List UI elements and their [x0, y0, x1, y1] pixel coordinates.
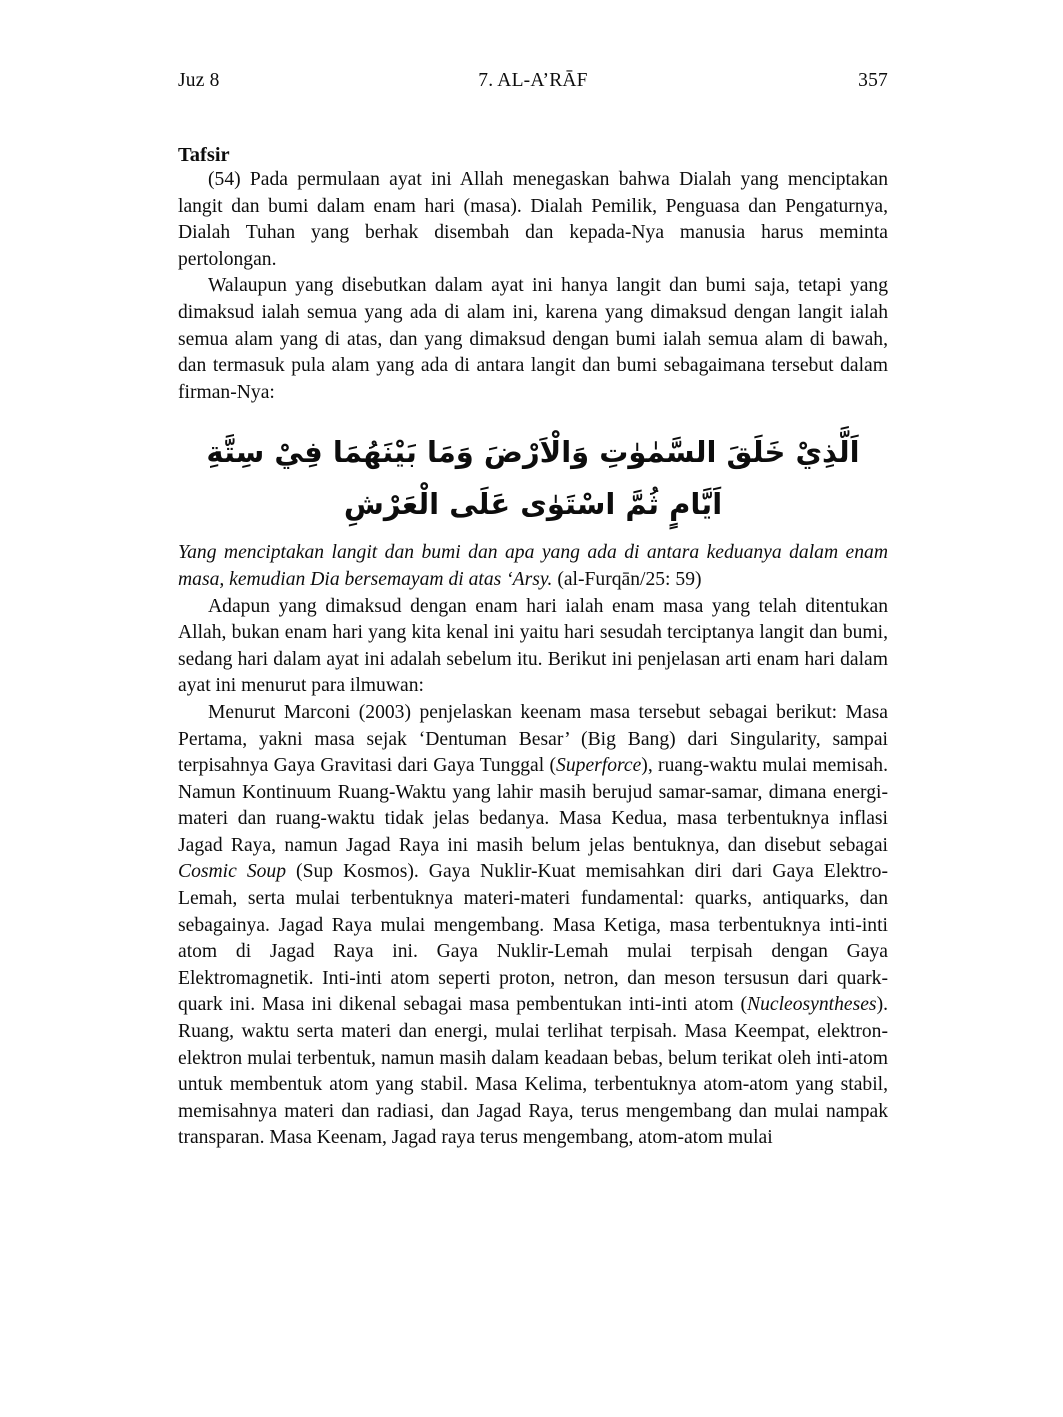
paragraph-marconi [178, 700, 888, 1152]
paragraph-ayat-54: (54) Pada permulaan ayat ini Allah menegaskan bahwa Dialah yang menciptakan langit dan bumi dalam enam hari (masa). Dialah Pemilik, Penguasa dan Pengaturnya, Dialah Tuhan yang berhak disembah dan kepada-Nya manusia harus meminta pertolongan. [178, 169, 888, 270]
marconi-seg4: ). Ruang, waktu serta materi dan energi, mulai terlihat terpisah. Masa Keempat, elektron-elektron mulai terbentuk, namun masih dalam keadaan bebas, belum terikat oleh inti-atom untuk membentuk atom yang stabil. Masa Kelima, terbentuknya atom-atom yang stabil, memisahnya materi dan radiasi, dan Jagad Raya, terus mengembang dan mulai nampak transparan. Masa Keenam, Jagad raya terus mengembang, atom-atom mulai [178, 994, 888, 1149]
running-header [178, 70, 888, 92]
section-heading-tafsir: Tafsir [178, 144, 230, 166]
paragraph-walaupun: Walaupun yang disebutkan dalam ayat ini hanya langit dan bumi saja, tetapi yang dimaksud ialah semua yang ada di alam ini, karena yang dimaksud dengan langit ialah semua alam yang di atas, dan yang dimaksud dengan bumi ialah semua alam di bawah, dan termasuk pula alam yang ada di antara langit dan bumi sebagaimana tersebut dalam firman-Nya: [178, 275, 888, 403]
marconi-italic-superforce: Superforce [556, 755, 642, 777]
header-page-number: 357 [858, 70, 888, 91]
verse-translation [178, 540, 888, 593]
translation-text: Yang menciptakan langit dan bumi dan apa yang ada di antara keduanya dalam enam masa, kemudian Dia bersemayam di atas ‘Arsy. [178, 542, 888, 590]
header-juz-label: Juz 8 [178, 70, 220, 91]
paragraph-adapun: Adapun yang dimaksud dengan enam hari ialah enam masa yang telah ditentukan Allah, bukan enam hari yang kita kenal ini yaitu hari sesudah terciptanya langit dan bumi, sedang hari dalam ayat ini adalah sebelum itu. Berikut ini penjelasan arti enam hari dalam ayat ini menurut para ilmuwan: [178, 595, 888, 697]
marconi-italic-nucleosyntheses: Nucleosyntheses [747, 994, 877, 1016]
marconi-seg1: Menurut Marconi (2003) penjelaskan keenam masa tersebut sebagai berikut: Masa Pertama, yakni masa sejak ‘Dentuman Besar’ (Big Bang) dari Singularity, sampai terpisahnya Gaya Gravitasi dari Gaya Tunggal ( [178, 701, 888, 777]
marconi-seg3: (Sup Kosmos). Gaya Nuklir-Kuat memisahkan diri dari Gaya Elektro-Lemah, serta mulai terbentuknya materi-materi fundamental: quarks, antiquarks, dan sebagainya. Jagad Raya mulai mengembang. Masa Ketiga, masa terbentuknya inti-inti atom di Jagad Raya ini. Gaya Nuklir-Lemah mulai terpisah dengan Gaya Elektromagnetik. Inti-inti atom seperti proton, netron, dan meson tersusun dari quark-quark ini. Masa ini dikenal sebagai masa pembentukan inti-inti atom ( [178, 861, 888, 1016]
header-surah-title: 7. AL-A’RĀF [478, 70, 588, 91]
arabic-verse: اَلَّذِيْ خَلَقَ السَّمٰوٰتِ وَالْاَرْضَ وَمَا بَيْنَهُمَا فِيْ سِتَّةِ اَيَّامٍ ثُمَّ اسْتَوٰى عَلَى الْعَرْشِ [206, 435, 860, 522]
translation-reference: (al-Furqān/25: 59) [552, 568, 702, 590]
marconi-seg2: ), ruang-waktu mulai memisah. Namun Kontinuum Ruang-Waktu yang lahir masih berujud samar-samar, dimana energi-materi dan ruang-waktu tidak jelas bedanya. Masa Kedua, masa terbentuknya inflasi Jagad Raya, namun Jagad Raya ini masih belum jelas bentuknya, dan disebut sebagai [178, 755, 888, 856]
marconi-italic-cosmic-soup: Cosmic Soup [178, 861, 287, 883]
